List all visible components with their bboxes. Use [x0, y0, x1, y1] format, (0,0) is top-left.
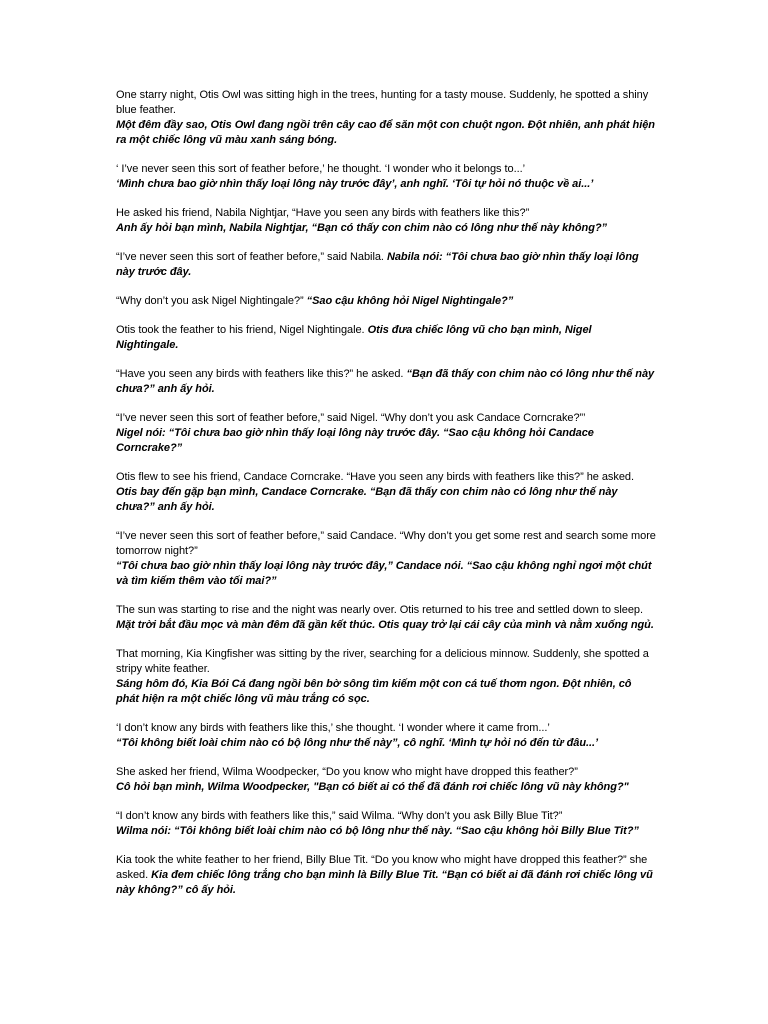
vietnamese-text: Mặt trời bắt đầu mọc và màn đêm đã gần kết thúc. Otis quay trở lại cái cây của mình và nằm xuống ngủ.: [116, 619, 654, 631]
story-paragraph-11: [116, 603, 656, 633]
vietnamese-text: “Tôi chưa bao giờ nhìn thấy loại lông này trước đây,” Candace nói. “Sao cậu không nghỉ ngơi một chút và tìm kiếm thêm vào tối mai?”: [116, 560, 652, 587]
english-text: Kia took the white feather to her friend, Billy Blue Tit. “Do you know who might have dropped this feather?” she asked.: [116, 854, 648, 881]
english-text: ‘I don’t know any birds with feathers like this,’ she thought. ‘I wonder where it came from...’: [116, 722, 550, 734]
english-text: “I’ve never seen this sort of feather before,” said Nigel. “Why don’t you ask Candace Corncrake?”’: [116, 412, 586, 424]
vietnamese-text: Otis bay đến gặp bạn mình, Candace Corncrake. “Bạn đã thấy con chim nào có lông như thế này chưa?” anh ấy hỏi.: [116, 486, 618, 513]
english-text: One starry night, Otis Owl was sitting high in the trees, hunting for a tasty mouse. Suddenly, he spotted a shiny blue feather.: [116, 89, 649, 116]
vietnamese-text: Nabila nói: “Tôi chưa bao giờ nhìn thấy loại lông này trước đây.: [116, 251, 639, 278]
vietnamese-text: Otis đưa chiếc lông vũ cho bạn mình, Nigel Nightingale.: [116, 324, 592, 351]
story-paragraph-15: [116, 809, 656, 839]
vietnamese-text: ‘Mình chưa bao giờ nhìn thấy loại lông này trước đây’, anh nghĩ. ‘Tôi tự hỏi nó thuộc về ai...’: [116, 178, 594, 190]
story-paragraph-7: [116, 367, 656, 397]
vietnamese-text: “Sao cậu không hỏi Nigel Nightingale?”: [306, 295, 514, 307]
story-paragraph-8: [116, 411, 656, 456]
vietnamese-text: Cô hỏi bạn mình, Wilma Woodpecker, "Bạn có biết ai có thể đã đánh rơi chiếc lông vũ này không?": [116, 781, 629, 793]
story-paragraph-3: [116, 206, 656, 236]
vietnamese-text: Một đêm đầy sao, Otis Owl đang ngồi trên cây cao để săn một con chuột ngon. Đột nhiên, anh phát hiện ra một chiếc lông vũ màu xanh sáng bóng.: [116, 119, 655, 146]
english-text: “I don’t know any birds with feathers like this,” said Wilma. “Why don’t you ask Billy Blue Tit?”: [116, 810, 563, 822]
vietnamese-text: Nigel nói: “Tôi chưa bao giờ nhìn thấy loại lông này trước đây. “Sao cậu không hỏi Candace Corncrake?”: [116, 427, 594, 454]
vietnamese-text: Kia đem chiếc lông trắng cho bạn mình là Billy Blue Tit. “Bạn có biết ai đã đánh rơi chiếc lông vũ này không?” cô ấy hỏi.: [116, 869, 653, 896]
story-paragraph-9: [116, 470, 656, 515]
vietnamese-text: “Bạn đã thấy con chim nào có lông như thế này chưa?” anh ấy hỏi.: [116, 368, 655, 395]
vietnamese-text: Sáng hôm đó, Kia Bói Cá đang ngồi bên bờ sông tìm kiếm một con cá tuế thơm ngon. Đột nhiên, cô phát hiện ra một chiếc lông vũ màu trắng có sọc.: [116, 678, 632, 705]
story-paragraph-1: [116, 88, 656, 148]
english-text: Otis took the feather to his friend, Nigel Nightingale.: [116, 324, 365, 336]
english-text: He asked his friend, Nabila Nightjar, “Have you seen any birds with feathers like this?”: [116, 207, 530, 219]
story-paragraph-14: [116, 765, 656, 795]
story-paragraph-5: [116, 294, 656, 309]
story-paragraph-16: [116, 853, 656, 898]
english-text: The sun was starting to rise and the night was nearly over. Otis returned to his tree and settled down to sleep.: [116, 604, 643, 616]
vietnamese-text: Wilma nói: “Tôi không biết loài chim nào có bộ lông như thế này. “Sao cậu không hỏi Billy Blue Tit?”: [116, 825, 639, 837]
story-paragraph-6: [116, 323, 656, 353]
english-text: “Have you seen any birds with feathers like this?” he asked.: [116, 368, 404, 380]
english-text: “I’ve never seen this sort of feather before,” said Nabila.: [116, 251, 384, 263]
story-paragraph-2: [116, 162, 656, 192]
english-text: Otis flew to see his friend, Candace Corncrake. “Have you seen any birds with feathers like this?” he asked.: [116, 471, 634, 483]
story-paragraph-10: [116, 529, 656, 589]
english-text: She asked her friend, Wilma Woodpecker, “Do you know who might have dropped this feather?”: [116, 766, 578, 778]
story-paragraph-12: [116, 647, 656, 707]
vietnamese-text: “Tôi không biết loài chim nào có bộ lông như thế này”, cô nghĩ. ‘Mình tự hỏi nó đến từ đâu...’: [116, 737, 599, 749]
story-paragraph-4: [116, 250, 656, 280]
vietnamese-text: Anh ấy hỏi bạn mình, Nabila Nightjar, “Bạn có thấy con chim nào có lông như thế này không?”: [116, 222, 608, 234]
english-text: That morning, Kia Kingfisher was sitting by the river, searching for a delicious minnow. Suddenly, she spotted a stripy white feather.: [116, 648, 649, 675]
english-text: ‘ I’ve never seen this sort of feather before,’ he thought. ‘I wonder who it belongs to...’: [116, 163, 526, 175]
english-text: “I’ve never seen this sort of feather before,” said Candace. “Why don’t you get some rest and search some more tomorrow night?”: [116, 530, 656, 557]
english-text: “Why don’t you ask Nigel Nightingale?”: [116, 295, 304, 307]
story-paragraph-13: [116, 721, 656, 751]
